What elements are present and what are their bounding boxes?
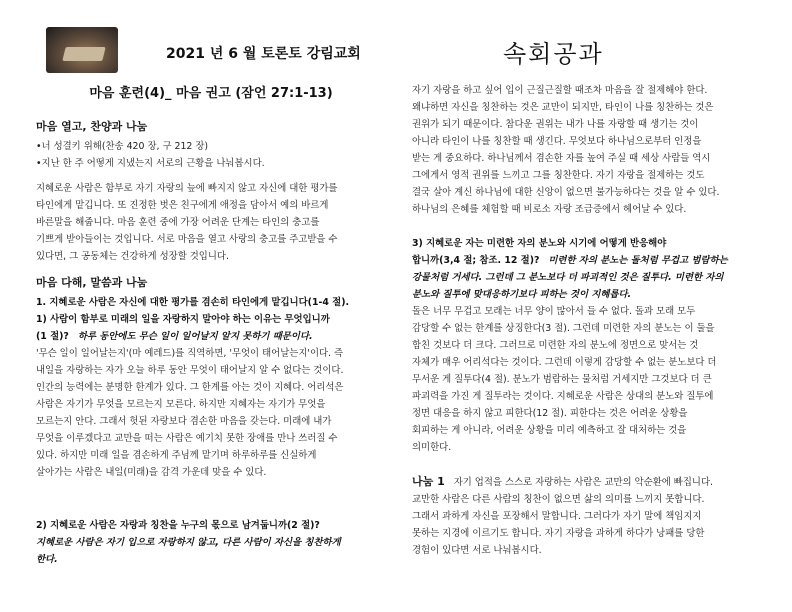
opening-title: 마음 열고, 찬양과 나눔 [36, 120, 148, 133]
body-line: 받는 게 중요하다. 하나님께서 겸손한 자를 높여 주실 때 세상 사람들 역시 [412, 153, 711, 164]
body-line: 아니라 타인이 나를 칭찬할 때 생긴다. 무엇보다 하나님으로부터 인정을 [412, 136, 702, 147]
q2-answer-line: 한다. [36, 554, 58, 565]
q2-answer-line: 지혜로운 사람은 자기 입으로 자랑하지 않고, 다른 사람이 자신을 칭찬하게 [36, 537, 341, 548]
nanum-line: 경험이 있다면 서로 나눠봅시다. [412, 545, 542, 556]
q3-body-line: 회피하는 게 아니라, 어려운 상황을 미리 예측하고 잘 대처하는 것을 [412, 425, 687, 436]
church-title: 2021 년 6 월 토론토 강림교회 [166, 46, 361, 62]
q3-body-line: 무서운 게 질투다(4 절). 분노가 범람하는 물처럼 거세지만 그것보다 더 큰 [412, 374, 712, 385]
q1-body-line: 살아가는 사람은 내일(미래)을 감격 가운데 맞을 수 있다. [36, 467, 267, 478]
q3-body-line: 파괴력을 가진 게 질투라는 것이다. 지혜로운 사람은 상대의 분노와 질투에 [412, 391, 714, 402]
q1-body-line: 있다. 하지만 미래 일을 겸손하게 주님께 맡기며 하루하루를 신실하게 [36, 450, 317, 461]
body-line: 그에게서 영적 권위를 느끼고 그를 칭찬한다. 자기 자랑을 절제하는 것도 [412, 170, 705, 181]
brand-title: 속회공과 [503, 40, 604, 68]
q3-body-line: 정면 대응을 하지 않고 피한다(12 절). 피한다는 것은 어려운 상황을 [412, 408, 688, 419]
q1-heading: 1. 지혜로운 사람은 자신에 대한 평가를 겸손히 타인에게 맡깁니다(1-4 절). [36, 297, 350, 308]
opening-item: •너 성결키 위해(찬송 420 장, 구 212 장) [36, 141, 209, 152]
q1-body-line: 인간의 능력에는 분명한 한계가 있다. 그 한계를 아는 것이 지혜다. 어리석은 [36, 382, 344, 393]
lesson-title: 마음 훈련(4)_ 마음 권고 (잠언 27:1-13) [89, 86, 333, 101]
q1-body-line: 모르는지 안다. 그래서 헛된 자랑보다 겸손한 마음을 갖는다. 미래에 내가 [36, 416, 332, 427]
nanum-first-line [412, 473, 767, 491]
q3-question-tail: 합니까(3,4 절; 참조. 12 절)? [412, 255, 540, 266]
q3-body-line: 돌은 너무 무겁고 모래는 너무 양이 많아서 들 수 없다. 돌과 모래 모두 [412, 306, 696, 317]
body-line: 왜냐하면 자신을 칭찬하는 것은 교만이 되지만, 타인이 나를 칭찬하는 것은 [412, 102, 714, 113]
q1-question: 1) 사람이 함부로 미래의 일을 자랑하지 말아야 하는 이유는 무엇입니까 [36, 314, 330, 325]
nanum-line: 교만한 사람은 다른 사람의 칭찬이 없으면 삶의 의미를 느끼지 못합니다. [412, 494, 705, 505]
intro-line: 있다면, 그 공동체는 건강하게 성장할 것입니다. [36, 251, 229, 262]
nanum-first-text: 자기 업적을 스스로 자랑하는 사람은 교만의 악순환에 빠집니다. [453, 477, 714, 488]
body-line: 결국 살아 계신 하나님에 대한 신앙이 없으면 불가능하다는 것을 알 수 있다. [412, 187, 720, 198]
nanum-label: 나눔 1 [412, 475, 445, 488]
opening-item: •지난 한 주 어떻게 지냈는지 서로의 근황을 나눠봅시다. [36, 158, 265, 169]
intro-line: 지혜로운 사람은 함부로 자기 자랑의 늪에 빠지지 않고 자신에 대한 평가를 [36, 183, 338, 194]
nanum-line: 못하는 지경에 이르기도 합니다. 자기 자랑을 과하게 하다가 낭패를 당한 [412, 528, 705, 539]
q1-answer-line [36, 328, 386, 345]
q2-question: 2) 지혜로운 사람은 자랑과 칭찬을 누구의 몫으로 남겨둡니까(2 절)? [36, 520, 320, 531]
q3-question-answer-line [412, 252, 767, 269]
intro-line: 기쁘게 받아들이는 것입니다. 서로 마음을 열고 사랑의 충고를 주고받을 수 [36, 234, 338, 245]
body-line: 권위가 되기 때문이다. 참다운 권위는 내가 나를 자랑할 때 생기는 것이 [412, 119, 699, 130]
intro-line: 타인에게 맡깁니다. 또 진정한 벗은 친구에게 애정을 담아서 예의 바르게 [36, 200, 329, 211]
left-column [36, 85, 386, 568]
q1-tail: (1 절)? [36, 331, 69, 342]
q1-body-line: 내일을 자랑하는 자가 오늘 하루 동안 무엇이 태어날지 알 수 없다는 것이다. [36, 365, 344, 376]
q3-body-line: 자체가 매우 어리석다는 것이다. 그런데 이렇게 감당할 수 없는 분노보다 더 [412, 357, 717, 368]
q1-body-line: 사람은 자기가 무엇을 모르는지 모른다. 하지만 지혜자는 자기가 무엇을 [36, 399, 326, 410]
word-title: 마음 다해, 말씀과 나눔 [36, 276, 148, 289]
nanum-line: 그래서 과하게 자신을 포장해서 말합니다. 그러다가 자기 말에 책임지지 [412, 511, 702, 522]
q3-answer-line: 분노와 질투에 맞대응하기보다 피하는 것이 지혜롭다. [412, 289, 632, 300]
intro-line: 바른말을 해줍니다. 마음 훈련 중에 가장 어려운 단계는 타인의 충고를 [36, 217, 320, 228]
q1-body-line: 무엇을 이루겠다고 교만을 떠는 사람은 예기치 못한 장애를 만나 쓰러질 수 [36, 433, 338, 444]
body-line: 자기 자랑을 하고 싶어 입이 근질근질할 때조차 마음을 잘 절제해야 한다. [412, 85, 708, 96]
q3-body-line: 의미한다. [412, 442, 452, 453]
q3-body-line: 감당할 수 없는 한계를 상징한다(3 절). 그런데 미련한 자의 분노는 이 둘을 [412, 323, 715, 334]
q3-answer-start: 미련한 자의 분노는 돌처럼 무겁고 범람하는 [548, 255, 728, 266]
q1-body-line: '무슨 일이 일어날는지'(마 예레드)를 직역하면, '무엇이 태어날는지'이다. 즉 [36, 348, 344, 359]
q3-question: 3) 지혜로운 자는 미련한 자의 분노와 시기에 어떻게 반응해야 [412, 238, 667, 249]
right-column [412, 82, 767, 559]
header-photo [46, 27, 118, 73]
body-line: 하나님의 은혜를 체험할 때 비로소 자랑 조급증에서 헤어날 수 있다. [412, 204, 687, 215]
q3-answer-line: 강물처럼 거세다. 그런데 그 분노보다 더 파괴적인 것은 질투다. 미련한 자의 [412, 272, 724, 283]
q3-body-line: 합친 것보다 더 크다. 그러므로 미련한 자의 분노에 정면으로 맞서는 것 [412, 340, 699, 351]
q1-answer: 하루 동안에도 무슨 일이 일어날지 알지 못하기 때문이다. [77, 331, 313, 342]
